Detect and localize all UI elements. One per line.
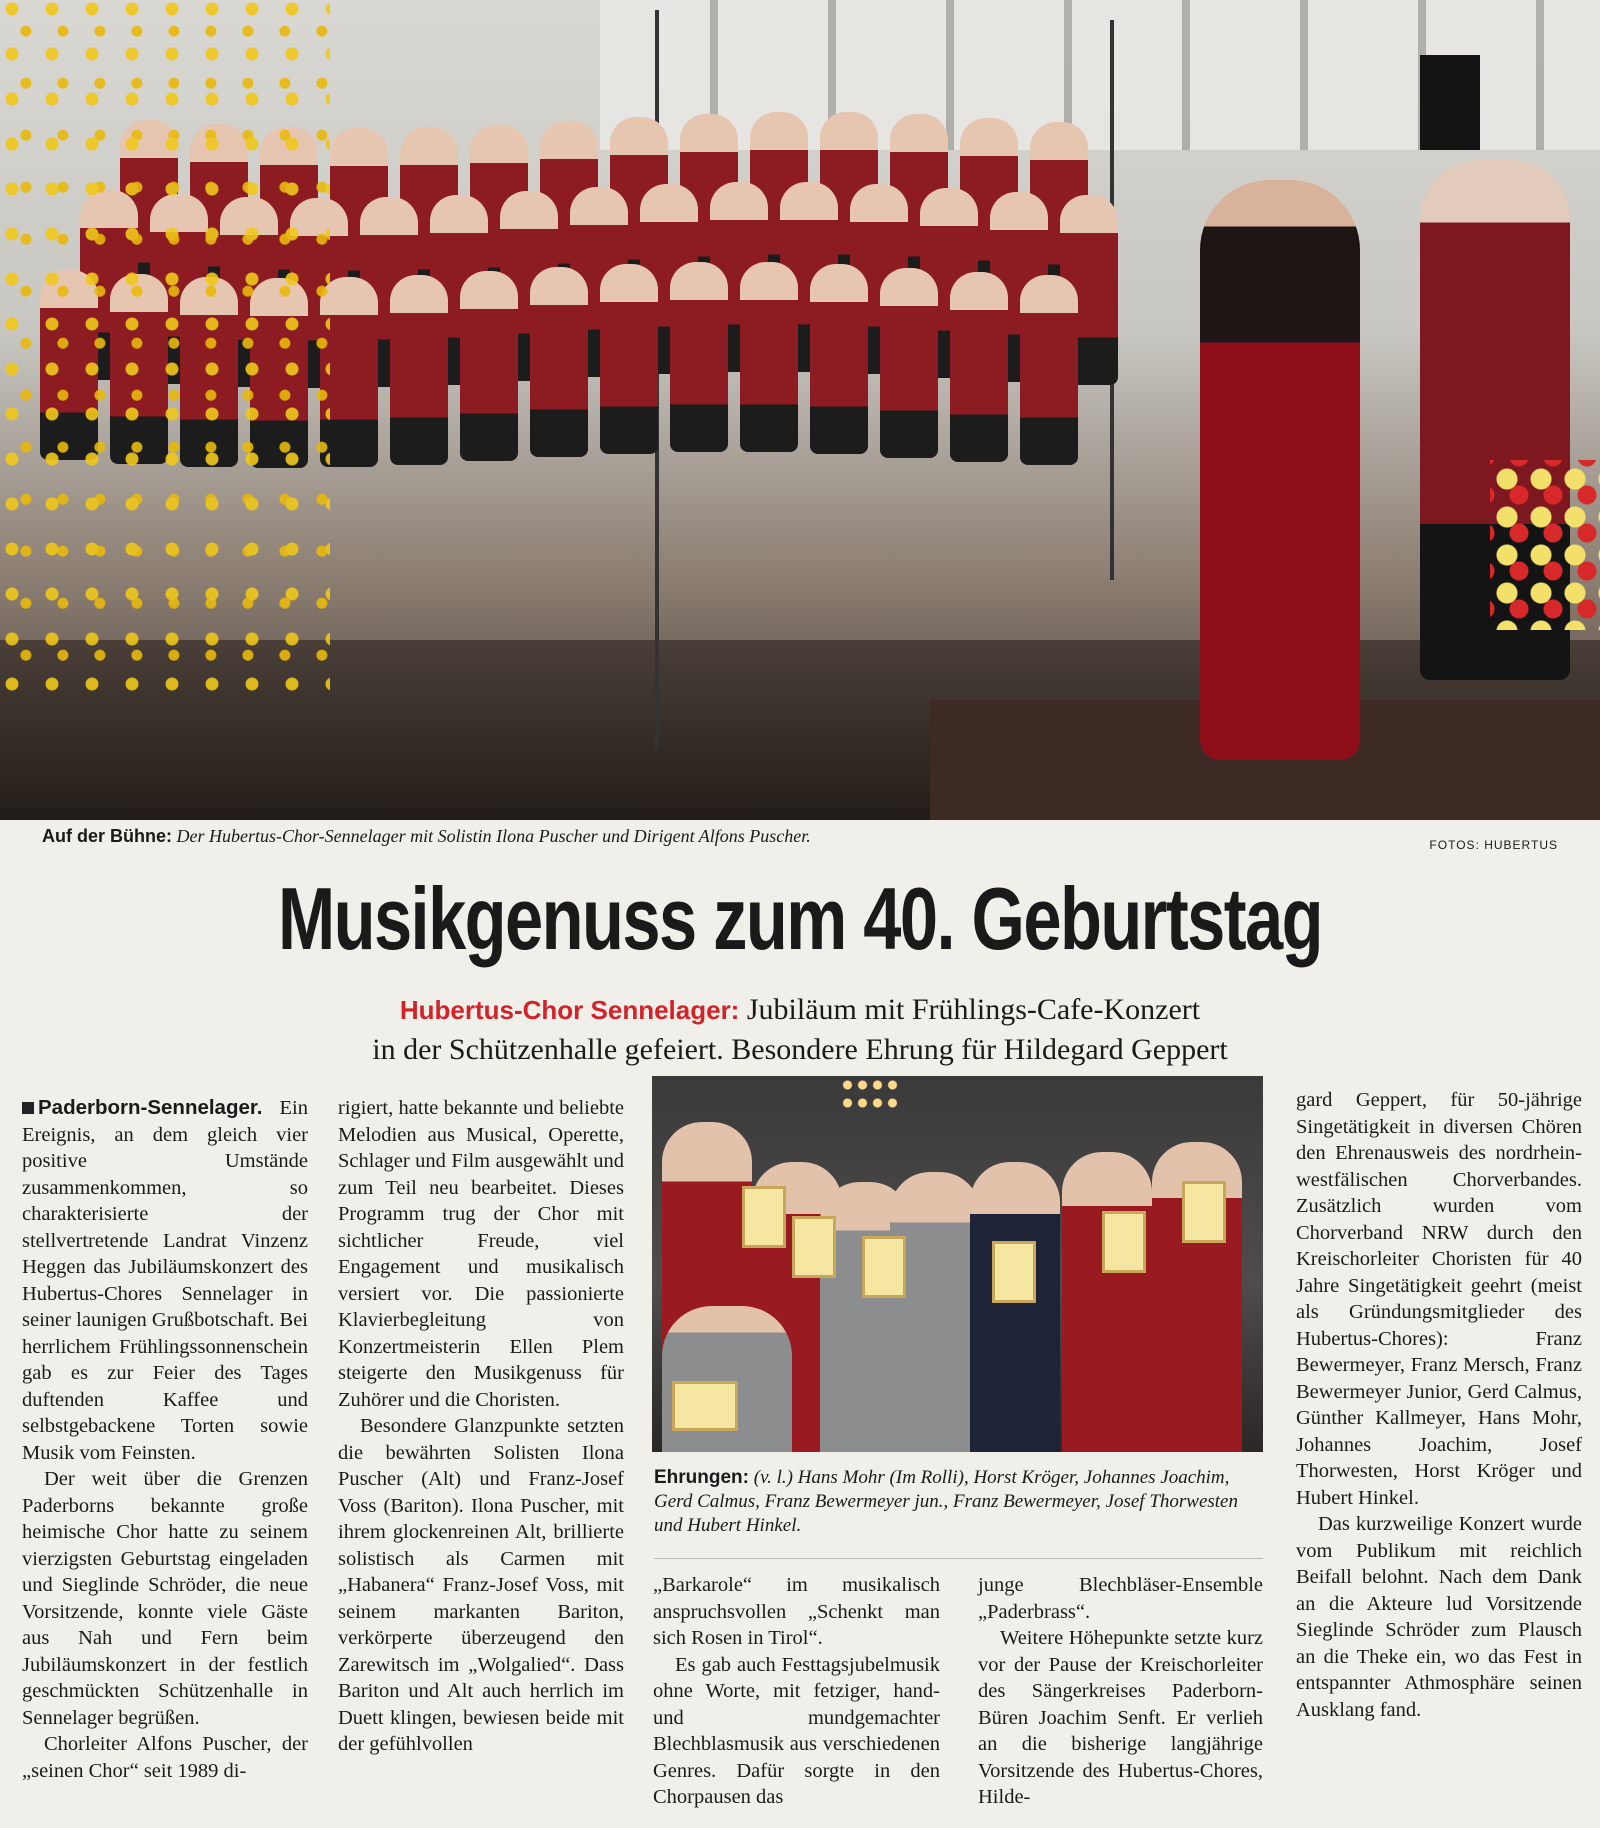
choir-singer [670,262,728,452]
certificate [742,1186,786,1248]
paragraph: gard Geppert, für 50-jährige Singetätigkeit in diversen Chören den Ehrenausweis des nordrhein-westfälischen Chorverbandes. Zusätzlich wurden vom Chorverband NRW durch den Kreischorleiter Choristen für 40 Jahre Singetätigkeit geehrt (meist als Gründungsmitglieder des Hubertus-Chores): Franz Bewermeyer, Franz Mersch, Franz Bewermeyer Junior, Gerd Calmus, Günther Kallmeyer, Hans Mohr, Johannes Joachim, Josef Thorwesten, Horst Kröger und Hubert Hinkel. [1296,1089,1582,1509]
paragraph: Der weit über die Grenzen Paderborns bekannte große heimische Chor hatte zu seinem vierzigsten Geburtstag eingeladen und Sieglinde Schröder, die neue Vorsitzende, konnte viele Gäste aus Nah und Fern beim Jubiläumskonzert in der festlich geschmückten Schützenhalle in Sennelager begrüßen. [22,1468,308,1729]
chandelier [840,1076,900,1116]
inset-caption [654,1466,1262,1538]
subhead-line-2: in der Schützenhalle gefeiert. Besondere Ehrung für Hildegard Geppert [372,1033,1228,1066]
paragraph: „Barkarole“ im musikalisch anspruchsvollen „Schenkt man sich Rosen in Tirol“. [653,1574,940,1649]
paragraph: Es gab auch Festtagsjubelmusik ohne Worte, mit fetziger, hand- und mundgemachter Blechblasmusik aus verschiedenen Genres. Dafür sorgte in den Chorpausen das [653,1653,940,1808]
inset-caption-label: Ehrungen: [654,1467,749,1488]
forsythia-flowers [0,0,330,700]
honoree-figure [890,1172,980,1452]
photo-caption-text: Der Hubertus-Chor-Sennelager mit Solistin Ilona Puscher und Dirigent Alfons Puscher. [176,826,811,846]
soloist-figure [1200,180,1360,760]
stage-photo [0,0,1600,820]
choir-singer [460,271,518,461]
subhead-line-1: Jubiläum mit Frühlings-Cafe-Konzert [746,993,1201,1026]
article-column-5 [1296,1087,1582,1723]
divider [654,1558,1263,1559]
honoree-figure [1062,1152,1152,1452]
paragraph: Das kurzweilige Konzert wurde vom Publikum mit reichlich Beifall belohnt. Nach dem Dank an die Akteure lud Vorsitzende Sieglinde Schröder zum Plausch an die Theke ein, wo das Fest in entspannter Athmosphäre seinen Ausklang fand. [1296,1513,1582,1721]
choir-singer [880,268,938,458]
honorees-photo [652,1076,1263,1452]
certificate [862,1236,906,1298]
choir-singer [810,264,868,454]
certificate [992,1241,1036,1303]
certificate [1182,1181,1226,1243]
choir-singer [950,272,1008,462]
photo-caption-label: Auf der Bühne: [42,826,172,846]
paragraph [22,1095,308,1466]
certificate [1102,1211,1146,1273]
article-column-3 [653,1572,940,1811]
subhead-kicker: Hubertus-Chor Sennelager: [399,995,740,1025]
paragraph-text: Ein Ereignis, an dem gleich vier positive Umstände zusammenkommen, so charakterisierte der stellvertretende Landrat Vinzenz Heggen das Jubiläumskonzert des Hubertus-Chores Sennelager in seiner launigen Grußbotschaft. Bei herrlichem Frühlingssonnenschein gab es zur Feier des Tages duftenden Kaffee und selbstgebackene Torten sowie Musik vom Feinsten. [22,1097,308,1464]
article-column-2 [338,1095,624,1758]
paragraph: rigiert, hatte bekannte und beliebte Melodien aus Musical, Operette, Schlager und Film ausgewählt und zum Teil neu bearbeitet. Dieses Programm trug der Chor mit sichtlicher Freude, viel Engagement und musikalisch versiert vor. Die passionierte Klavierbegleitung von Konzertmeisterin Ellen Plem steigerte den Musikgenuss für Zuhörer und die Choristen. [338,1097,624,1411]
certificate [672,1381,738,1431]
choir-singer [390,275,448,465]
dateline: Paderborn-Sennelager. [38,1096,263,1119]
certificate [792,1216,836,1278]
photo-credit: FOTOS: HUBERTUS [1429,838,1558,852]
photo-caption [42,826,811,847]
article-column-1 [22,1095,308,1784]
paragraph: Weitere Höhepunkte setzte kurz vor der Pause der Kreischorleiter des Sängerkreises Paderborn-Büren Joachim Senft. Er verlieh an die bisherige langjährige Vorsitzende des Hubertus-Chores, Hilde- [978,1627,1263,1808]
paragraph: Besondere Glanzpunkte setzten die bewährten Solisten Ilona Puscher (Alt) und Franz-Josef Voss (Bariton). Ilona Puscher, mit ihrem glockenreinen Alt, brillierte solistisch als Carmen mit „Habanera“ Franz-Josef Voss, mit seinem markanten Bariton, verkörperte überzeugend den Zarewitsch im „Wolgalied“. Dass Bariton und Alt auch herrlich im Duett klingen, bewiesen beide mit der gefühlvollen [338,1415,624,1755]
bullet-square-icon [22,1102,34,1114]
tulip-bouquet [1490,460,1600,630]
choir-singer [740,262,798,452]
choir-singer [1020,275,1078,465]
choir-singer [600,264,658,454]
inset-caption-text: (v. l.) Hans Mohr (Im Rolli), Horst Kröger, Johannes Joachim, Gerd Calmus, Franz Bewermeyer jun., Franz Bewermeyer, Josef Thorwesten und Hubert Hinkel. [654,1467,1238,1536]
honoree-figure [970,1162,1060,1452]
subheadline [0,990,1600,1070]
paragraph: junge Blechbläser-Ensemble „Paderbrass“. [978,1574,1263,1623]
article-column-4 [978,1572,1263,1811]
headline: Musikgenuss zum 40. Geburtstag [277,869,1323,968]
speaker-box [1420,55,1480,150]
choir-singer [530,267,588,457]
paragraph: Chorleiter Alfons Puscher, der „seinen Chor“ seit 1989 di- [22,1733,308,1782]
